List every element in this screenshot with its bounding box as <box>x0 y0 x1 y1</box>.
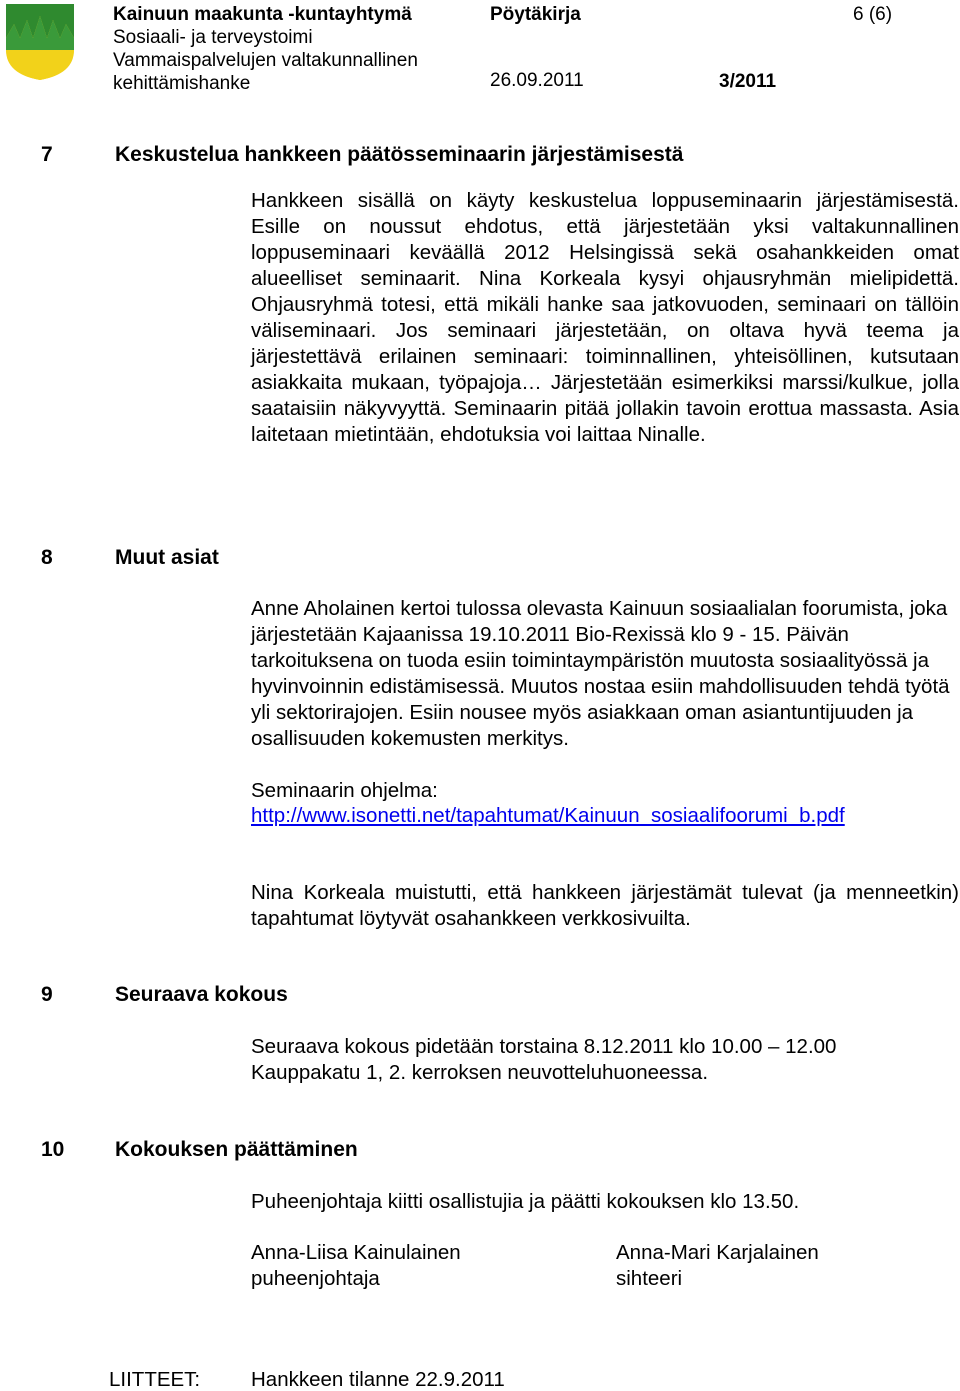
page-number: 6 (6) <box>853 4 893 25</box>
next-meeting-time: Seuraava kokous pidetään torstaina 8.12.2011 klo 10.00 – 12.00 <box>251 1035 837 1058</box>
section-8-paragraph-1: Anne Aholainen kertoi tulossa olevasta Kainuun sosiaalialan foorumista, joka järjestetään Kajaanissa 19.10.2011 Bio-Rexissä klo 9 - 15. Päivän tarkoituksena on tuoda esiin toimintaympäristön muutosta sosiaalityössä ja hyvinvoinnin edistämisessä. Muutos nostaa esiin mahdollisuuden tehdä työtä yli sektorirajojen. Esiin nousee myös asiakkaan oman asiantuntijuuden ja osallisuuden kokemusten merkitys. <box>251 597 950 750</box>
seminar-program-label: Seminaarin ohjelma: <box>251 779 438 802</box>
secretary-role: sihteeri <box>616 1267 683 1290</box>
seminar-program-link[interactable]: http://www.isonetti.net/tapahtumat/Kainuun_sosiaalifoorumi_b.pdf <box>251 804 845 827</box>
section-10-number: 10 <box>41 1138 65 1161</box>
closing-statement: Puheenjohtaja kiitti osallistujia ja päätti kokouksen klo 13.50. <box>251 1190 800 1213</box>
section-9-title: Seuraava kokous <box>115 983 288 1006</box>
attachments-label: LIITTEET: <box>109 1368 201 1391</box>
document-type: Pöytäkirja <box>490 4 581 25</box>
section-8-paragraph-2: Nina Korkeala muistutti, että hankkeen järjestämät tulevat (ja menneetkin) tapahtumat löytyvät osahankkeen verkkosivuilta. <box>251 881 959 930</box>
secretary-name: Anna-Mari Karjalainen <box>616 1241 819 1264</box>
section-7-paragraph: Hankkeen sisällä on käyty keskustelua loppuseminaarin järjestämisestä. Esille on noussut ehdotus, että järjestetään yksi valtakunnallinen loppuseminaari keväällä 2012 Helsingissä sekä osahankkeiden omat alueelliset seminaarit. Nina Korkeala kysyi ohjausryhmän mielipidettä. Ohjausryhmä totesi, että mikäli hanke saa jatkovuoden, seminaari on tällöin väliseminaari. Jos seminaari järjestetään, on oltava hyvä teema ja järjestettävä erilainen seminaari: toiminnallinen, yhteisöllinen, kutsutaan asiakkaita mukaan, työpajoja… Järjestetään esimerkiksi marssi/kulkue, jolla saataisiin näkyvyyttä. Seminaarin pitää jollakin tavoin erottua massasta. Asia laitetaan mietintään, ehdotuksia voi laittaa Ninalle. <box>251 189 959 446</box>
next-meeting-place: Kauppakatu 1, 2. kerroksen neuvotteluhuoneessa. <box>251 1061 709 1084</box>
section-8-number: 8 <box>41 546 53 569</box>
section-8-title: Muut asiat <box>115 546 219 569</box>
coat-of-arms-logo <box>4 2 76 82</box>
section-7-number: 7 <box>41 143 53 166</box>
chair-name: Anna-Liisa Kainulainen <box>251 1241 461 1264</box>
project-name-line1: Vammaispalvelujen valtakunnallinen <box>113 50 418 71</box>
department-name: Sosiaali- ja terveystoimi <box>113 27 313 48</box>
section-7-title: Keskustelua hankkeen päätösseminaarin järjestämisestä <box>115 143 684 166</box>
section-9-number: 9 <box>41 983 53 1006</box>
document-date: 26.09.2011 <box>490 70 584 91</box>
organization-name: Kainuun maakunta -kuntayhtymä <box>113 4 412 25</box>
project-name-line2: kehittämishanke <box>113 73 251 94</box>
attachment-item: Hankkeen tilanne 22.9.2011 <box>251 1368 505 1391</box>
document-number: 3/2011 <box>719 71 777 92</box>
chair-role: puheenjohtaja <box>251 1267 380 1290</box>
section-10-title: Kokouksen päättäminen <box>115 1138 358 1161</box>
